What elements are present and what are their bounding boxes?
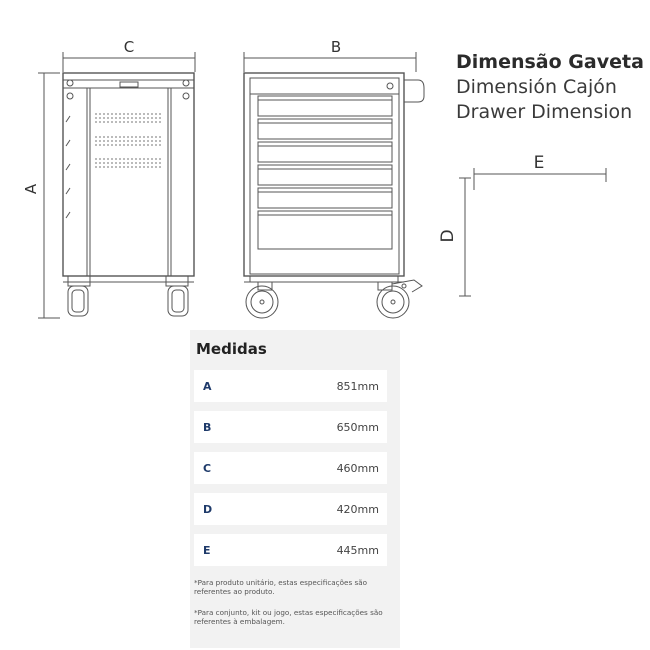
row-value: 851mm [336, 379, 379, 393]
row-value: 445mm [336, 543, 379, 557]
row-value: 460mm [336, 461, 379, 475]
label-b: B [330, 38, 342, 56]
title-spanish: Dimensión Cajón [456, 76, 617, 98]
row-key: E [203, 543, 211, 557]
panel-heading: Medidas [196, 340, 267, 358]
label-e: E [533, 153, 545, 173]
label-a: A [22, 183, 40, 195]
row-value: 420mm [336, 502, 379, 516]
table-row [194, 493, 387, 525]
drawer-dimension [459, 168, 606, 296]
table-row [194, 370, 387, 402]
row-key: C [203, 461, 212, 475]
title-english: Drawer Dimension [456, 101, 633, 123]
table-row [194, 452, 387, 484]
label-c: C [123, 38, 135, 56]
measurements-panel [190, 330, 400, 648]
table-row [194, 411, 387, 443]
title-portuguese: Dimensão Gaveta [456, 51, 644, 73]
label-d: D [438, 229, 458, 243]
table-row [194, 534, 387, 566]
side-view [38, 52, 195, 318]
title-block [456, 50, 644, 125]
row-key: A [203, 379, 212, 393]
row-key: D [203, 502, 213, 516]
row-key: B [203, 420, 212, 434]
note-unit-product: *Para produto unitário, estas especificações são referentes ao produto. [194, 578, 368, 596]
front-view [244, 52, 424, 318]
note-kit-packaging: *Para conjunto, kit ou jogo, estas especificações são referentes à embalagem. [194, 608, 383, 626]
row-value: 650mm [336, 420, 379, 434]
